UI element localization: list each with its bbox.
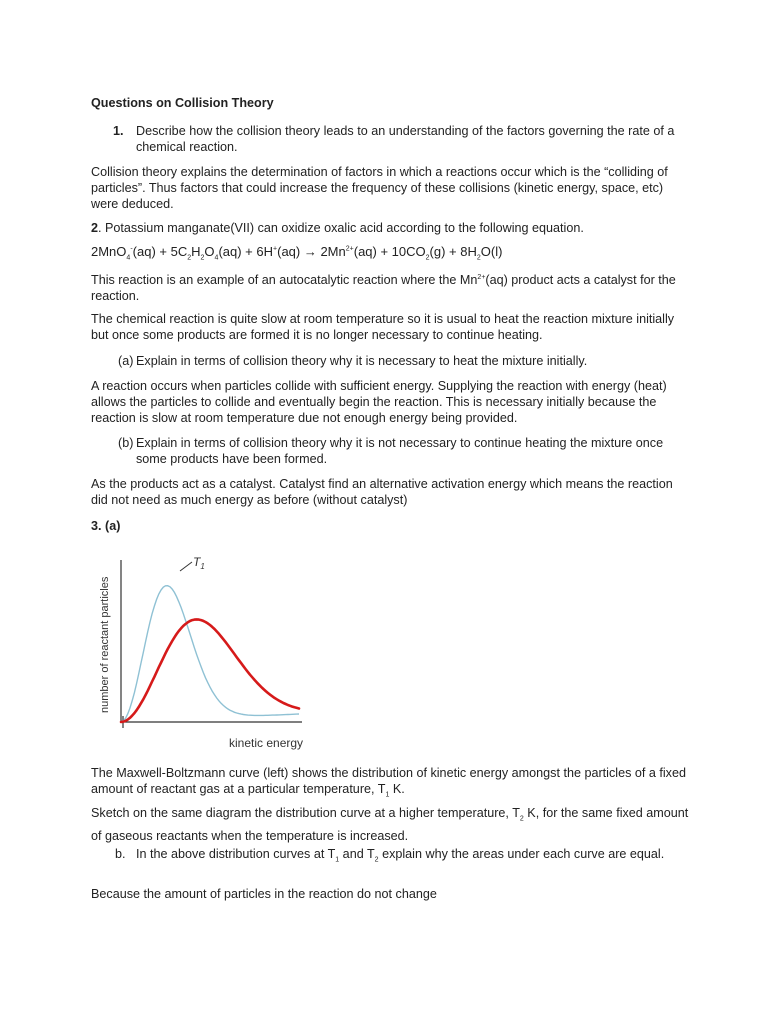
curve-label: $T_1$ [193, 555, 205, 571]
answer-1: Collision theory explains the determination of factors in which a reactions occur which is the “colliding of particles”. Thus factors that could increase the frequency of these collisions (kinetic energy, space, etc) were deduced. [91, 165, 668, 211]
slow-reaction-paragraph: The chemical reaction is quite slow at room temperature so it is usual to heat the reaction mixture initially but once some products are formed it is no longer necessary to continue heating. [91, 312, 675, 342]
question-a-text: Explain in terms of collision theory why it is necessary to heat the mixture initially. [136, 354, 588, 368]
page-title: Questions on Collision Theory [91, 96, 274, 110]
answer-b2: Because the amount of particles in the reaction do not change [91, 887, 437, 901]
maxwell-boltzmann-paragraph: The Maxwell-Boltzmann curve (left) shows the distribution of kinetic energy amongst the particles of a fixed amount of reactant gas at a particular temperature, $T_1$ K. [91, 766, 686, 799]
sketch-paragraph: Sketch on the same diagram the distribution curve at a higher temperature, $T_2$ K, for the same fixed amount of gaseous reactants when the temperature is increased. [91, 806, 689, 843]
y-axis-label: number of reactant particles [99, 576, 111, 713]
question-2-number: 2 [91, 221, 99, 235]
question-b-text: Explain in terms of collision theory why it is not necessary to continue heating the mixture once some products have been formed. [136, 436, 664, 466]
chemical-equation: $2MnO_4^-(aq) + 5C_2H_2O_4(aq) + 6H^+(aq) \to 2Mn^{2+}(aq) + 10CO_2(g) + 8H_2O(l)$ [91, 244, 503, 262]
answer-a: A reaction occurs when particles collide with sufficient energy. Supplying the reaction with energy (heat) allows the particles to collide and eventually begin the reaction. This is necessary initially because the reaction is slow at room temperature due not enough energy being provided. [91, 379, 667, 425]
question-2-text: . Potassium manganate(VII) can oxidize oxalic acid according to the following equation. [98, 221, 584, 235]
x-axis-label: kinetic energy [229, 736, 304, 750]
answer-b: As the products act as a catalyst. Catalyst find an alternative activation energy which means the reaction did not need as much energy as before (without catalyst) [91, 477, 673, 507]
autocatalytic-paragraph: This reaction is an example of an autocatalytic reaction where the $Mn^{2+}(aq)$ product acts a catalyst for the reaction. [91, 273, 676, 304]
question-1-number: 1. [113, 124, 124, 138]
question-b2-label: b. [115, 847, 126, 861]
question-1-text: Describe how the collision theory leads to an understanding of the factors governing the rate of a chemical reaction. [136, 124, 675, 154]
curve-label-leader [180, 562, 192, 571]
question-b-label: (b) [118, 436, 134, 450]
question-3-label: 3. (a) [91, 519, 121, 533]
curve-t1 [121, 586, 299, 722]
question-a-label: (a) [118, 354, 134, 368]
question-b2-text: In the above distribution curves at $T_1$ and $T_2$ explain why the areas under each curve are equal. [136, 847, 665, 864]
maxwell-boltzmann-chart [92, 540, 322, 760]
question-2 [91, 220, 691, 236]
